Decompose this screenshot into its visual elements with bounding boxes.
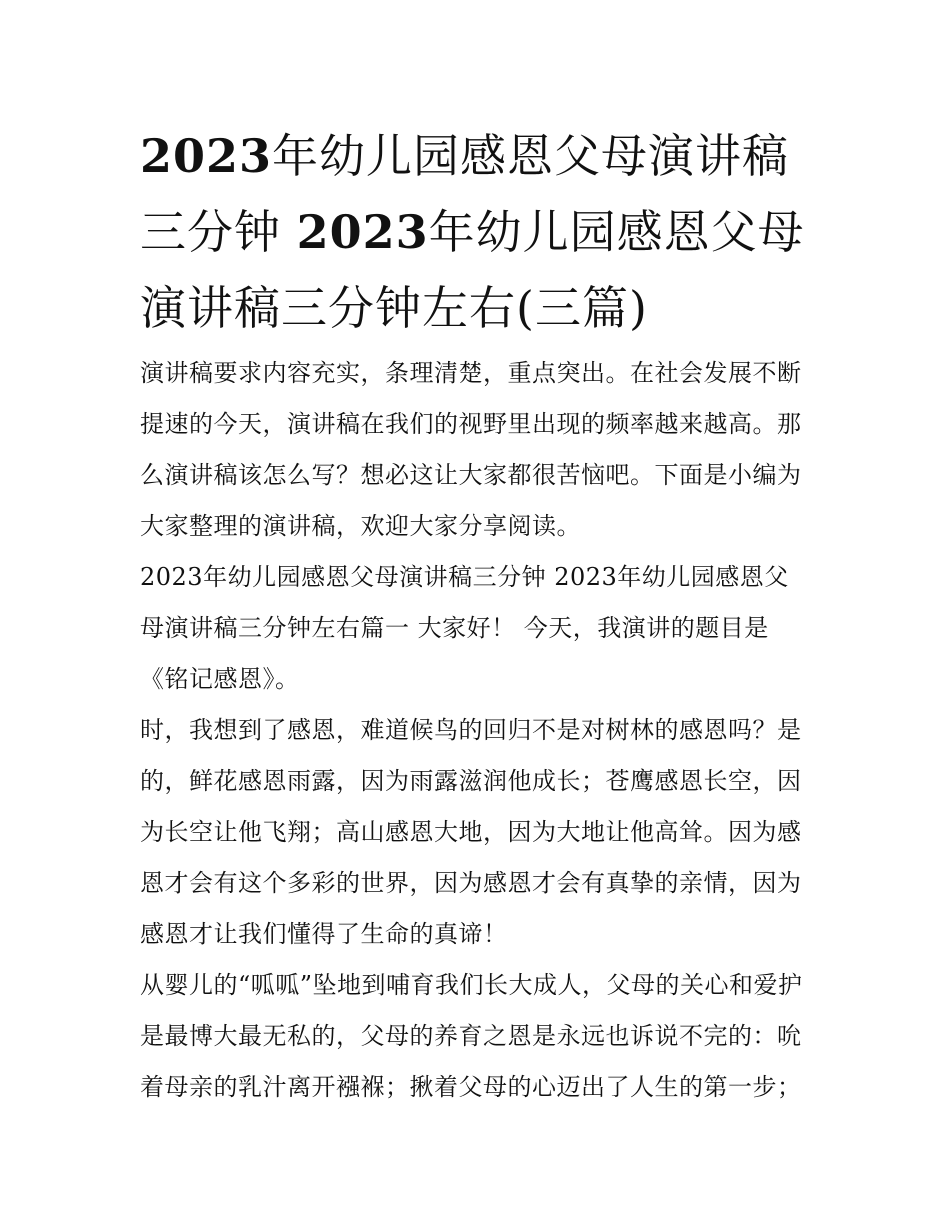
document-body [140,118,812,1113]
document-title: 2023年幼儿园感恩父母演讲稿三分钟 2023年幼儿园感恩父母演讲稿三分钟左右(三篇) [140,129,805,335]
paragraph-parents: 从婴儿的“呱呱”坠地到哺育我们长大成人，父母的关心和爱护是最博大最无私的，父母的养育之恩是永远也诉说不完的：吮着母亲的乳汁离开襁褓；揪着父母的心迈出了人生的第一步； [140,971,803,1101]
paragraph-heading-line: 2023年幼儿园感恩父母演讲稿三分钟 2023年幼儿园感恩父母演讲稿三分钟左右篇一 大家好！ 今天，我演讲的题目是《铭记感恩》。 [140,563,789,693]
paragraph-intro: 演讲稿要求内容充实，条理清楚，重点突出。在社会发展不断提速的今天，演讲稿在我们的视野里出现的频率越来越高。那么演讲稿该怎么写？想必这让大家都很苦恼吧。下面是小编为大家整理的演讲稿，欢迎大家分享阅读。 [140,359,802,540]
paragraph-gratitude: 时，我想到了感恩，难道候鸟的回归不是对树林的感恩吗？是的，鲜花感恩雨露，因为雨露滋润他成长；苍鹰感恩长空，因为长空让他飞翔；高山感恩大地，因为大地让他高耸。因为感恩才会有这个多彩的世界，因为感恩才会有真挚的亲情，因为感恩才让我们懂得了生命的真谛！ [140,716,802,948]
